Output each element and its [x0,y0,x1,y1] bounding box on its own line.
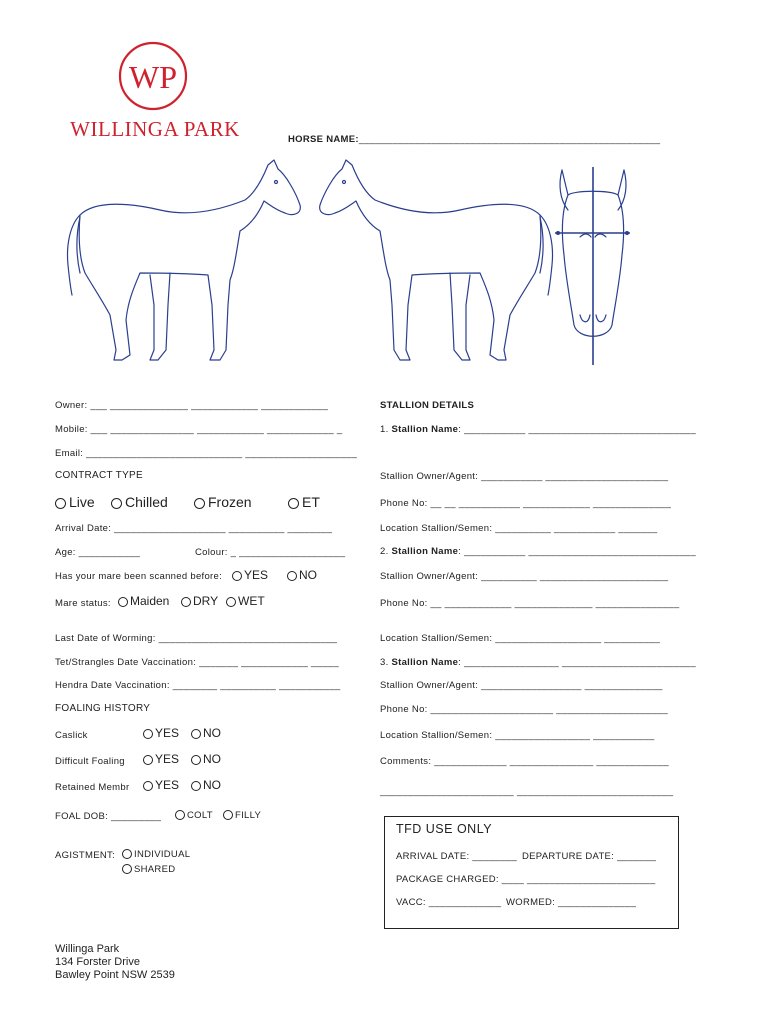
radio-icon[interactable] [118,597,128,607]
arrival-date-field[interactable]: Arrival Date: ____________________ __________ ________ [55,523,333,534]
contract-type-heading: CONTRACT TYPE [55,470,143,481]
stallion-name-label: Stallion Name [391,657,459,668]
no-label: NO [203,726,221,740]
comments-field[interactable]: Comments: _____________ _______________ _____________ [380,756,670,767]
contract-option-et[interactable] [288,494,320,510]
contract-option-label: ET [302,494,320,510]
caslick-label: Caslick [55,730,88,741]
stallion-1-number: 1. [380,424,389,435]
radio-icon[interactable] [226,597,236,607]
agistment-label: AGISTMENT: [55,850,116,861]
mare-status-wet[interactable] [226,594,265,608]
logo [55,38,255,148]
address-line: Willinga Park [55,943,120,955]
contract-option-frozen[interactable] [194,494,252,510]
radio-icon[interactable] [175,810,185,820]
horse-left-side-icon [68,160,301,360]
yes-label: YES [155,726,180,740]
mare-status-option-label: Maiden [130,594,170,608]
stallion-2-name-field[interactable] [380,546,696,557]
stallion-3-number: 3. [380,657,389,668]
tfd-arrival-date[interactable]: ARRIVAL DATE: ________ [396,851,518,862]
mare-status-label: Mare status: [55,598,111,609]
stallion-3-line: : _________________ ________________________ [458,657,696,668]
tfd-package-charged[interactable]: PACKAGE CHARGED: ____ _______________________ [396,874,656,885]
radio-icon[interactable] [191,755,201,765]
mare-status-dry[interactable] [181,594,218,608]
stallion-1-line: : ___________ ______________________________ [458,424,696,435]
radio-icon[interactable] [143,729,153,739]
agistment-shared[interactable] [122,864,175,875]
stallion-2-number: 2. [380,546,389,557]
mobile-field[interactable]: Mobile: ___ _______________ ____________ ____________ _ [55,424,343,435]
radio-icon[interactable] [55,498,66,509]
difficult-foaling-yes[interactable] [143,752,179,766]
shared-label: SHARED [134,864,176,875]
last-worming-field[interactable]: Last Date of Worming: ________________________________ [55,633,338,644]
stallion-3-name-field[interactable] [380,657,696,668]
comments-line-2[interactable]: ________________________ ____________________________ [380,786,674,797]
contract-option-label: Chilled [125,494,168,510]
radio-icon[interactable] [191,729,201,739]
mare-status-maiden[interactable] [118,594,169,608]
caslick-yes[interactable] [143,726,179,740]
scanned-question: Has your mare been scanned before: [55,571,223,582]
radio-icon[interactable] [143,755,153,765]
horse-diagram [50,155,640,370]
horse-name-label: HORSE NAME: [288,134,359,145]
scanned-no-label: NO [299,568,317,582]
stallion-3-phone-field[interactable]: Phone No: ______________________ ____________________ [380,704,668,715]
stallion-details-heading: STALLION DETAILS [380,400,475,411]
contract-option-live[interactable] [55,494,95,510]
horse-right-side-icon [320,160,553,360]
radio-icon[interactable] [191,781,201,791]
tet-strangles-field[interactable]: Tet/Strangles Date Vaccination: _______ ____________ _____ [55,657,339,668]
stallion-2-line: : ___________ ______________________________ [458,546,696,557]
stallion-2-phone-field[interactable]: Phone No: __ ____________ ______________ _______________ [380,598,680,609]
colt-label: COLT [187,810,213,821]
stallion-name-label: Stallion Name [391,424,459,435]
agistment-individual[interactable] [122,849,190,860]
difficult-foaling-label: Difficult Foaling [55,756,125,767]
stallion-3-owner-field[interactable]: Stallion Owner/Agent: __________________ ______________ [380,680,663,691]
tfd-title: TFD USE ONLY [396,822,493,836]
stallion-1-phone-field[interactable]: Phone No: __ __ ___________ ____________ ______________ [380,498,672,509]
stallion-name-label: Stallion Name [391,546,459,557]
radio-icon[interactable] [223,810,233,820]
owner-field[interactable]: Owner: ___ ______________ ____________ ____________ [55,400,329,411]
retained-membr-yes[interactable] [143,778,179,792]
radio-icon[interactable] [181,597,191,607]
radio-icon[interactable] [143,781,153,791]
hendra-field[interactable]: Hendra Date Vaccination: ________ __________ ___________ [55,680,341,691]
contract-option-label: Frozen [208,494,252,510]
stallion-3-location-field[interactable]: Location Stallion/Semen: _________________ ___________ [380,730,655,741]
horse-name-line: ______________________________________________________ [358,134,661,145]
radio-icon[interactable] [122,864,132,874]
stallion-1-location-field[interactable]: Location Stallion/Semen: __________ ___________ _______ [380,523,658,534]
radio-icon[interactable] [122,849,132,859]
stallion-1-name-field[interactable] [380,424,696,435]
scanned-yes-label: YES [244,568,269,582]
scanned-yes[interactable] [232,568,268,582]
contract-option-chilled[interactable] [111,494,168,510]
no-label: NO [203,752,221,766]
radio-icon[interactable] [232,571,242,581]
radio-icon[interactable] [288,498,299,509]
difficult-foaling-no[interactable] [191,752,221,766]
email-field[interactable]: Email: ____________________________ ____________________ [55,448,358,459]
foal-dob-field[interactable]: FOAL DOB: _________ [55,811,162,822]
foal-filly[interactable] [223,810,261,821]
radio-icon[interactable] [287,571,297,581]
retained-membr-label: Retained Membr [55,782,130,793]
tfd-use-only-box [384,816,679,929]
stallion-1-owner-field[interactable]: Stallion Owner/Agent: ___________ ______________________ [380,471,669,482]
mare-status-option-label: WET [238,594,265,608]
scanned-no[interactable] [287,568,317,582]
address-line: 134 Forster Drive [55,956,140,968]
individual-label: INDIVIDUAL [134,849,191,860]
yes-label: YES [155,778,180,792]
yes-label: YES [155,752,180,766]
contract-option-label: Live [69,494,95,510]
tfd-wormed[interactable]: WORMED: ______________ [506,897,637,908]
foal-colt[interactable] [175,810,213,821]
colour-field[interactable]: Colour: _ ___________________ [195,547,346,558]
radio-icon[interactable] [194,498,205,509]
tfd-departure-date[interactable]: DEPARTURE DATE: _______ [522,851,657,862]
no-label: NO [203,778,221,792]
stallion-2-location-field[interactable]: Location Stallion/Semen: ___________________ __________ [380,633,661,644]
stallion-2-owner-field[interactable]: Stallion Owner/Agent: __________ _______________________ [380,571,669,582]
horse-name-field[interactable] [288,134,660,145]
mare-status-option-label: DRY [193,594,219,608]
address-block [55,943,175,982]
address-line: Bawley Point NSW 2539 [55,969,175,981]
age-field[interactable]: Age: ___________ [55,547,141,558]
retained-membr-no[interactable] [191,778,221,792]
tfd-vacc[interactable]: VACC: _____________ [396,897,502,908]
logo-monogram: WP [129,59,177,95]
filly-label: FILLY [235,810,262,821]
caslick-no[interactable] [191,726,221,740]
foaling-history-heading: FOALING HISTORY [55,703,151,714]
logo-name: WILLINGA PARK [70,117,240,141]
radio-icon[interactable] [111,498,122,509]
